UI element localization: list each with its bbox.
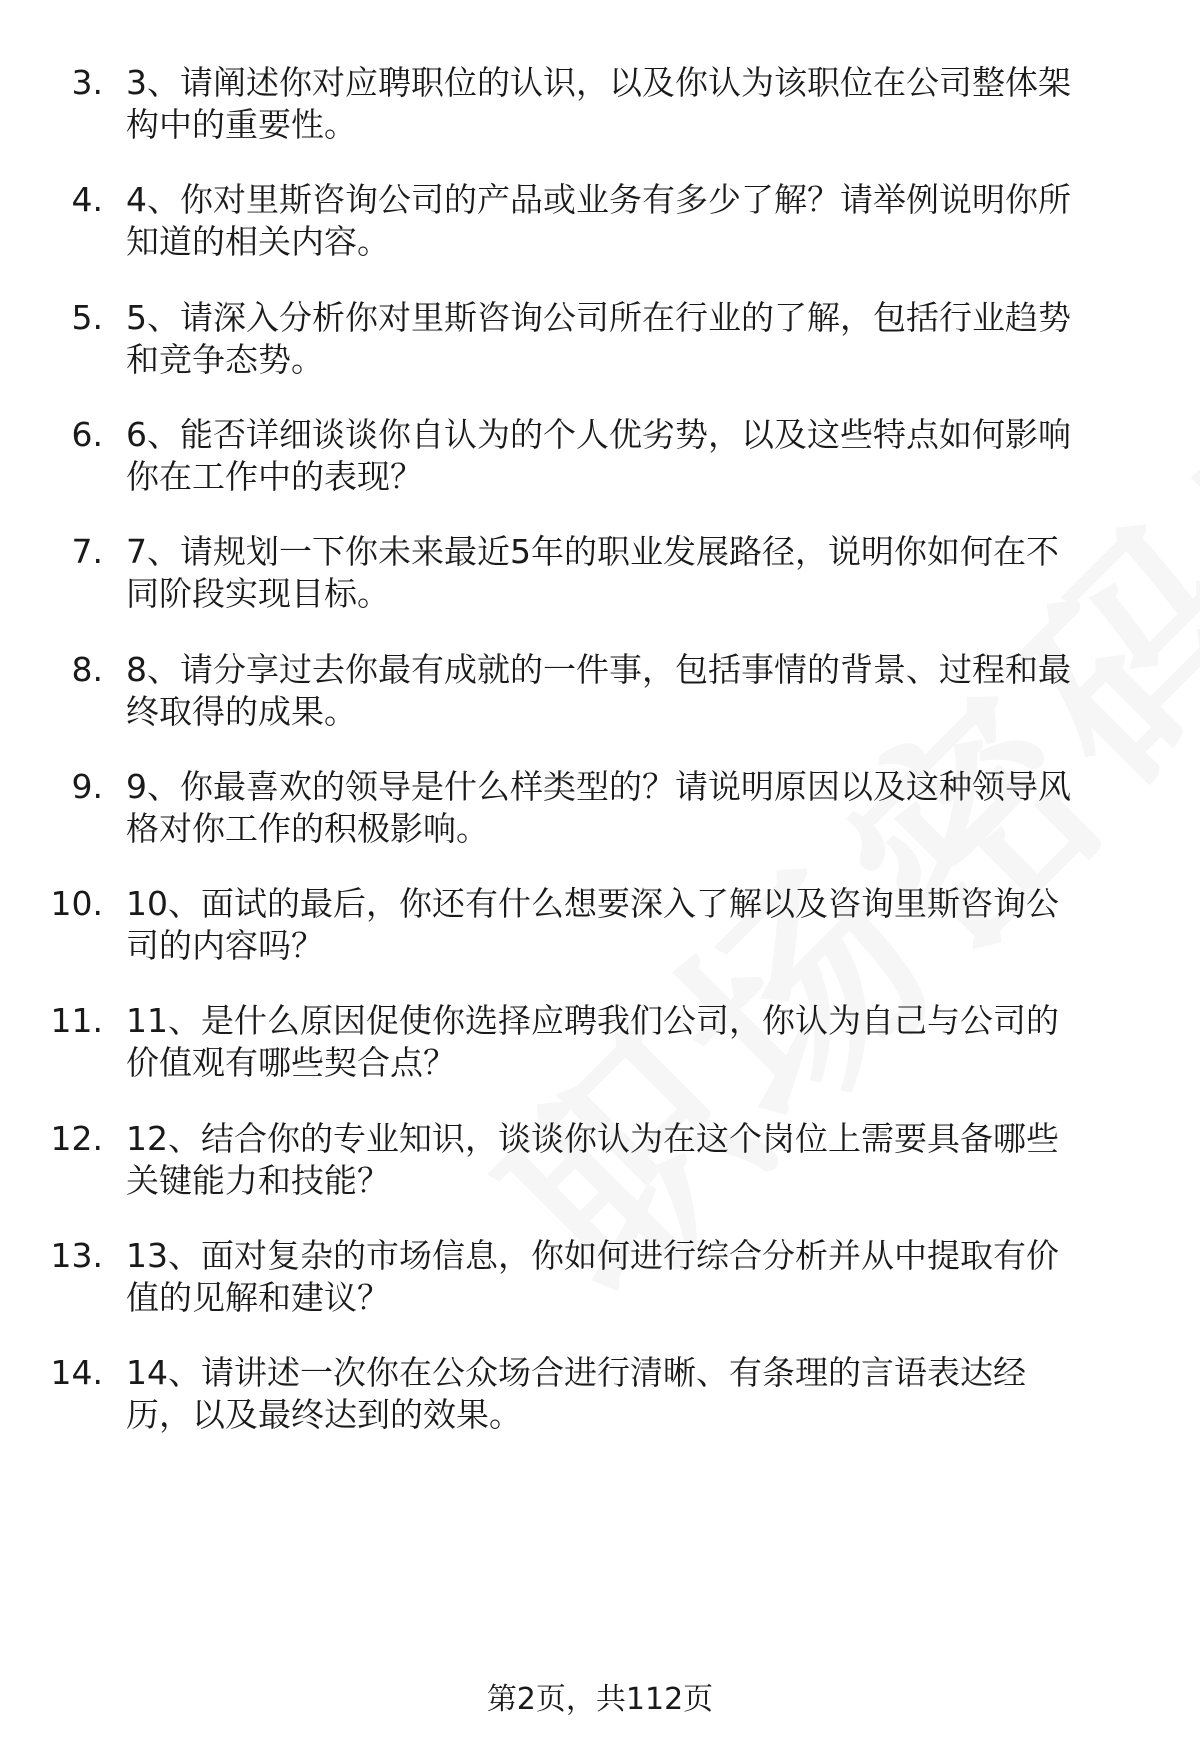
list-item-line: 值的见解和建议？ bbox=[126, 1278, 390, 1317]
list-item-number: 10. bbox=[50, 884, 103, 923]
list-item-text bbox=[126, 414, 1166, 498]
list-item-line: 格对你工作的积极影响。 bbox=[126, 809, 489, 848]
list-item bbox=[0, 649, 1200, 749]
list-item-line: 关键能力和技能？ bbox=[126, 1161, 390, 1200]
list-item-number: 7. bbox=[71, 532, 103, 571]
list-item-number: 8. bbox=[71, 650, 103, 689]
list-item-text bbox=[126, 1000, 1166, 1084]
list-item bbox=[0, 297, 1200, 397]
list-item-number: 3. bbox=[71, 63, 103, 102]
list-item-line: 构中的重要性。 bbox=[126, 105, 357, 144]
list-item-text bbox=[126, 1235, 1166, 1319]
list-item-line: 你在工作中的表现？ bbox=[126, 457, 423, 496]
list-item-text bbox=[126, 649, 1166, 733]
list-item-line: 司的内容吗？ bbox=[126, 926, 324, 965]
list-item-number: 11. bbox=[50, 1001, 103, 1040]
list-item-number: 14. bbox=[50, 1353, 103, 1392]
list-item-number: 4. bbox=[71, 180, 103, 219]
list-item-text bbox=[126, 766, 1166, 850]
list-item-line: 12、结合你的专业知识，谈谈你认为在这个岗位上需要具备哪些 bbox=[126, 1119, 1059, 1158]
list-item bbox=[0, 1118, 1200, 1218]
list-item-line: 11、是什么原因促使你选择应聘我们公司，你认为自己与公司的 bbox=[126, 1001, 1059, 1040]
list-item-number: 12. bbox=[50, 1119, 103, 1158]
list-item bbox=[0, 766, 1200, 866]
list-item-text bbox=[126, 1118, 1166, 1202]
list-item-text bbox=[126, 883, 1166, 967]
list-item-line: 同阶段实现目标。 bbox=[126, 574, 390, 613]
list-item bbox=[0, 1352, 1200, 1452]
list-item-line: 5、请深入分析你对里斯咨询公司所在行业的了解，包括行业趋势 bbox=[126, 298, 1071, 337]
list-item-text bbox=[126, 297, 1166, 381]
list-item-line: 价值观有哪些契合点？ bbox=[126, 1043, 456, 1082]
list-item-line: 10、面试的最后，你还有什么想要深入了解以及咨询里斯咨询公 bbox=[126, 884, 1059, 923]
list-item-line: 14、请讲述一次你在公众场合进行清晰、有条理的言语表达经 bbox=[126, 1353, 1026, 1392]
list-item-line: 9、你最喜欢的领导是什么样类型的？请说明原因以及这种领导风 bbox=[126, 767, 1071, 806]
list-item-line: 终取得的成果。 bbox=[126, 692, 357, 731]
list-item-number: 13. bbox=[50, 1236, 103, 1275]
list-item-number: 9. bbox=[71, 767, 103, 806]
list-item-line: 和竞争态势。 bbox=[126, 340, 324, 379]
list-item-text bbox=[126, 531, 1166, 615]
list-item-text bbox=[126, 179, 1166, 263]
list-item bbox=[0, 883, 1200, 983]
list-item-line: 6、能否详细谈谈你自认为的个人优劣势，以及这些特点如何影响 bbox=[126, 415, 1071, 454]
list-item-line: 7、请规划一下你未来最近5年的职业发展路径，说明你如何在不 bbox=[126, 532, 1059, 571]
page-footer: 第2页，共112页 bbox=[486, 1682, 714, 1717]
list-item-number: 5. bbox=[71, 298, 103, 337]
list-item-text bbox=[126, 1352, 1166, 1436]
list-item bbox=[0, 531, 1200, 631]
list-item bbox=[0, 62, 1200, 162]
list-item-line: 历，以及最终达到的效果。 bbox=[126, 1395, 522, 1434]
list-item bbox=[0, 414, 1200, 514]
list-item-line: 13、面对复杂的市场信息，你如何进行综合分析并从中提取有价 bbox=[126, 1236, 1059, 1275]
list-item-text bbox=[126, 62, 1166, 146]
list-item-number: 6. bbox=[71, 415, 103, 454]
list-item-line: 4、你对里斯咨询公司的产品或业务有多少了解？请举例说明你所 bbox=[126, 180, 1071, 219]
list-item bbox=[0, 1235, 1200, 1335]
list-item-line: 知道的相关内容。 bbox=[126, 222, 390, 261]
list-item-line: 8、请分享过去你最有成就的一件事，包括事情的背景、过程和最 bbox=[126, 650, 1071, 689]
list-item bbox=[0, 179, 1200, 279]
list-item bbox=[0, 1000, 1200, 1100]
list-item-line: 3、请阐述你对应聘职位的认识，以及你认为该职位在公司整体架 bbox=[126, 63, 1071, 102]
